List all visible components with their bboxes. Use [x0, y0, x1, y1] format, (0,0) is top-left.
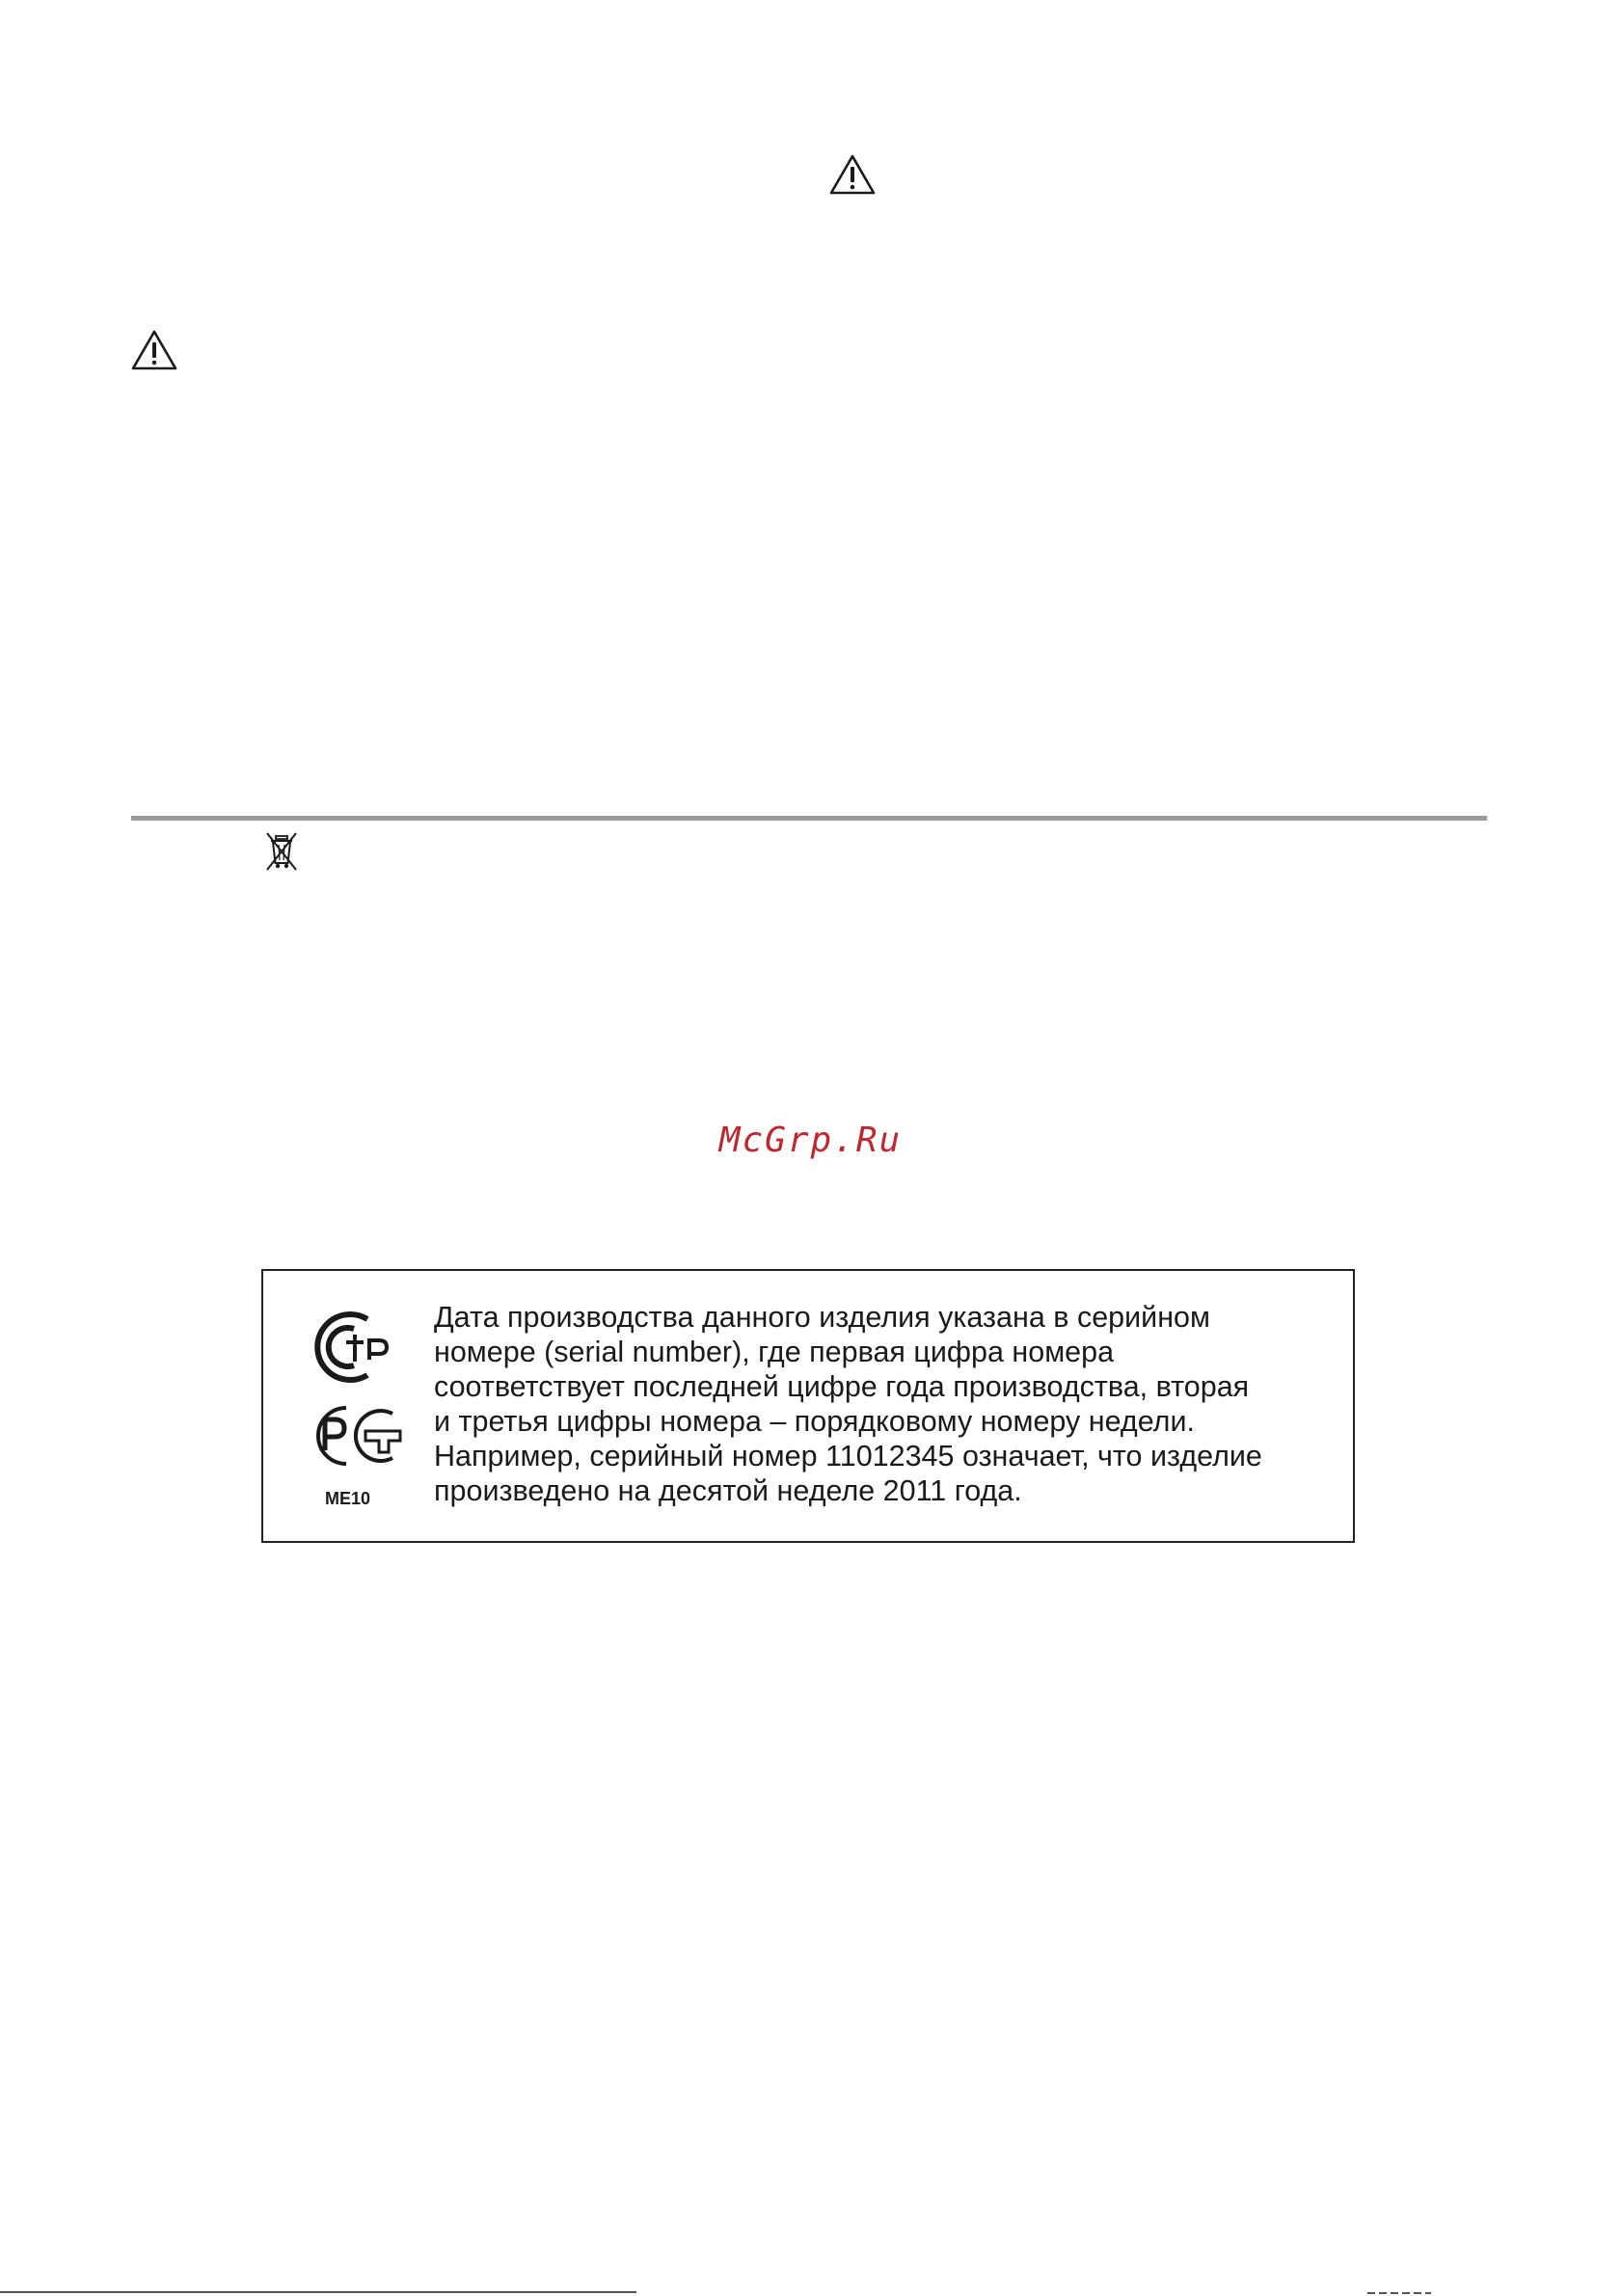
pct-certification-mark-icon: [304, 1402, 410, 1470]
info-line: номере (serial number), где первая цифра номера: [434, 1336, 1115, 1368]
footer-mark: [1367, 2292, 1431, 2294]
info-line: Дата производства данного изделия указана в серийном: [434, 1301, 1210, 1334]
crossed-out-wheelie-bin-icon: [262, 830, 301, 873]
warning-triangle-icon: [827, 152, 878, 197]
info-line: произведено на десятой неделе 2011 года.: [434, 1474, 1022, 1507]
warning-triangle-icon: [129, 328, 179, 372]
eac-certification-mark-icon: [304, 1306, 410, 1389]
production-date-info-box: [261, 1269, 1355, 1543]
footer-rule: [0, 2291, 636, 2293]
info-line: Например, серийный номер 11012345 означает, что изделие: [434, 1440, 1262, 1472]
info-line: и третья цифры номера – порядковому номеру недели.: [434, 1405, 1195, 1438]
production-date-description: [434, 1300, 1336, 1508]
info-line: соответствует последней цифре года производства, вторая: [434, 1370, 1250, 1403]
watermark: McGrp.Ru: [718, 1121, 903, 1160]
section-divider: [131, 816, 1487, 821]
certification-code: ME10: [325, 1489, 371, 1508]
